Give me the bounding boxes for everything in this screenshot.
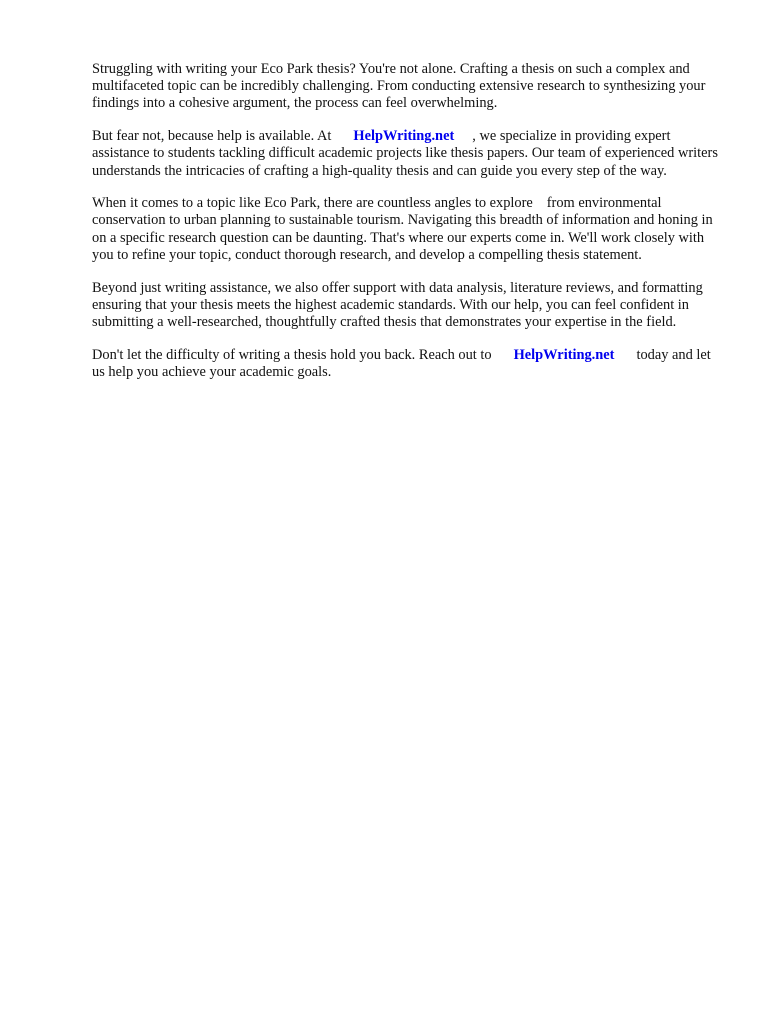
paragraph-cta (92, 347, 722, 381)
paragraph-intro (92, 61, 722, 113)
paragraph-topic-text-before: When it comes to a topic like Eco Park, there are countless angles to explore (92, 195, 533, 212)
helpwriting-link-1[interactable]: HelpWriting.net (353, 128, 455, 145)
paragraph-support-text-after: ensuring that your thesis meets the highest academic standards. With our help, you can feel confident in submitting a well-researched, thoughtfully crafted thesis that demonstrates your expertise in the field. (92, 296, 689, 330)
paragraph-help (92, 128, 722, 180)
paragraph-support (92, 280, 722, 332)
paragraph-cta-text-before: Don't let the difficulty of writing a thesis hold you back. Reach out to (92, 346, 492, 363)
paragraph-support-text-before: Beyond just writing assistance, we also offer support with data analysis, literature reviews, and formatting (92, 279, 703, 296)
paragraph-topic (92, 195, 722, 264)
paragraph-help-text-after: , we specialize in providing expert assistance to students tackling difficult academic projects like thesis papers. Our team of experienced writers understands the intricacies of crafting a high-quality thesis and can guide you every step of the way. (92, 128, 718, 179)
paragraph-intro-text: Struggling with writing your Eco Park thesis? You're not alone. Crafting a thesis on such a complex and multifaceted topic can be incredibly challenging. From conducting extensive research to synthesizing your findings into a cohesive argument, the process can feel overwhelming. (92, 61, 706, 112)
paragraph-help-text-before: But fear not, because help is available. At (92, 128, 332, 145)
paragraph-topic-text-after: from environmental conservation to urban planning to sustainable tourism. Navigating this breadth of information and honing in on a specific research question can be daunting. That's where our experts come in. We'll work closely with you to refine your topic, conduct thorough research, and develop a compelling thesis statement. (92, 195, 713, 263)
document-body (92, 61, 722, 397)
paragraph-cta-text-after: today and let us help you achieve your academic goals. (92, 346, 711, 380)
helpwriting-link-2[interactable]: HelpWriting.net (513, 346, 615, 363)
